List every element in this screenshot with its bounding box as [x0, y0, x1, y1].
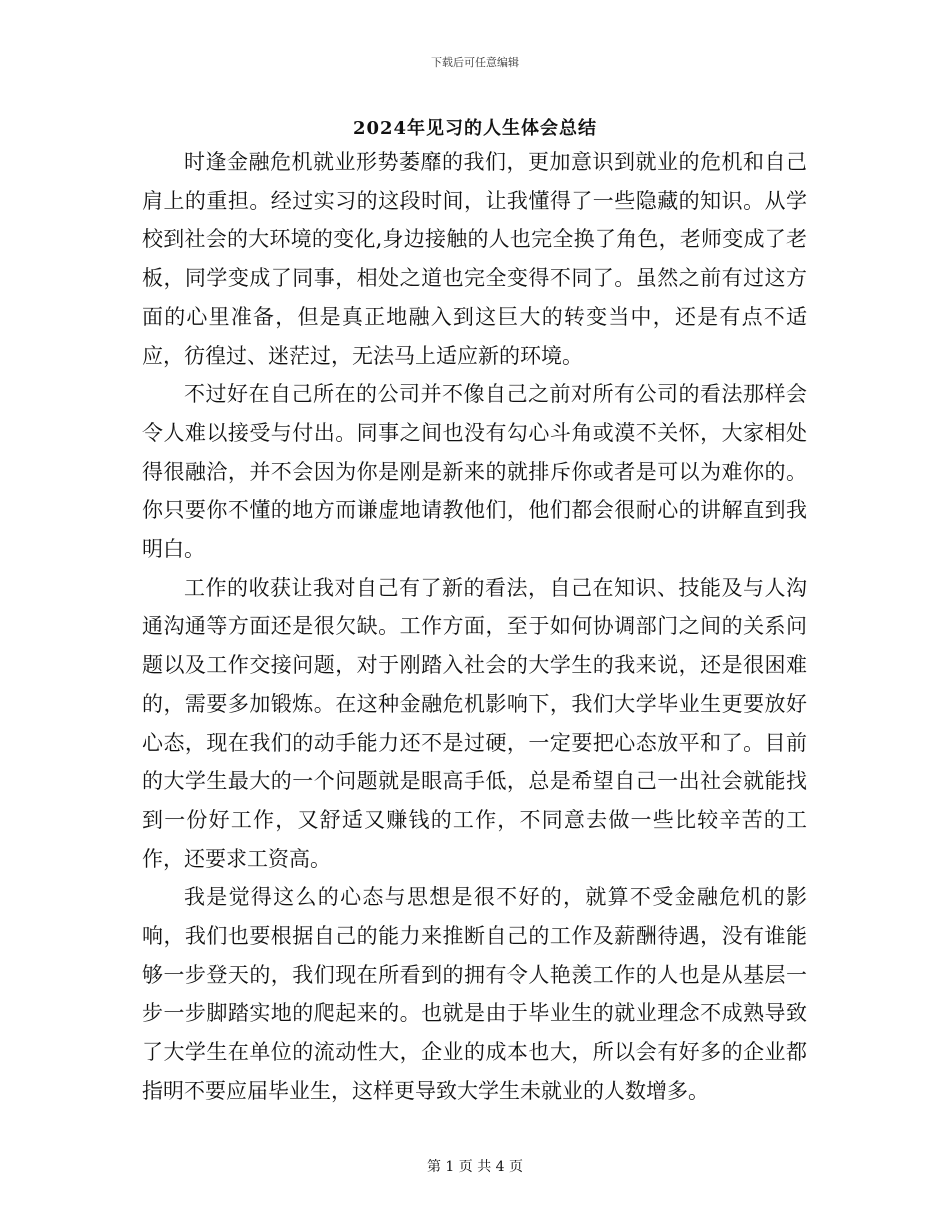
- document-body: [142, 143, 807, 1111]
- header-note: 下载后可任意编辑: [431, 56, 519, 69]
- paragraph: 工作的收获让我对自己有了新的看法，自己在知识、技能及与人沟通沟通等方面还是很欠缺。工作方面，至于如何协调部门之间的关系问题以及工作交接问题，对于刚踏入社会的大学生的我来说，还是很困难的，需要多加锻炼。在这种金融危机影响下，我们大学毕业生更要放好心态，现在我们的动手能力还不是过硬，一定要把心态放平和了。目前的大学生最大的一个问题就是眼高手低，总是希望自己一出社会就能找到一份好工作，又舒适又赚钱的工作，不同意去做一些比较辛苦的工作，还要求工资高。: [142, 575, 807, 871]
- paragraph: 不过好在自己所在的公司并不像自己之前对所有公司的看法那样会令人难以接受与付出。同事之间也没有勾心斗角或漠不关怀，大家相处得很融洽，并不会因为你是刚是新来的就排斥你或者是可以为难你的。你只要你不懂的地方而谦虚地请教他们，他们都会很耐心的讲解直到我明白。: [142, 382, 807, 562]
- document-title: 2024年见习的人生体会总结: [352, 118, 598, 139]
- paragraph: 时逢金融危机就业形势萎靡的我们，更加意识到就业的危机和自己肩上的重担。经过实习的这段时间，让我懂得了一些隐藏的知识。从学校到社会的大环境的变化,身边接触的人也完全换了角色，老师变成了老板，同学变成了同事，相处之道也完全变得不同了。虽然之前有过这方面的心里准备，但是真正地融入到这巨大的转变当中，还是有点不适应，彷徨过、迷茫过，无法马上适应新的环境。: [142, 150, 807, 368]
- page-number: 第 1 页 共 4 页: [426, 1159, 524, 1175]
- paragraph: 我是觉得这么的心态与思想是很不好的，就算不受金融危机的影响，我们也要根据自己的能力来推断自己的工作及薪酬待遇，没有谁能够一步登天的，我们现在所看到的拥有令人艳羡工作的人也是从基层一步一步脚踏实地的爬起来的。也就是由于毕业生的就业理念不成熟导致了大学生在单位的流动性大，企业的成本也大，所以会有好多的企业都指明不要应届毕业生，这样更导致大学生未就业的人数增多。: [142, 885, 807, 1103]
